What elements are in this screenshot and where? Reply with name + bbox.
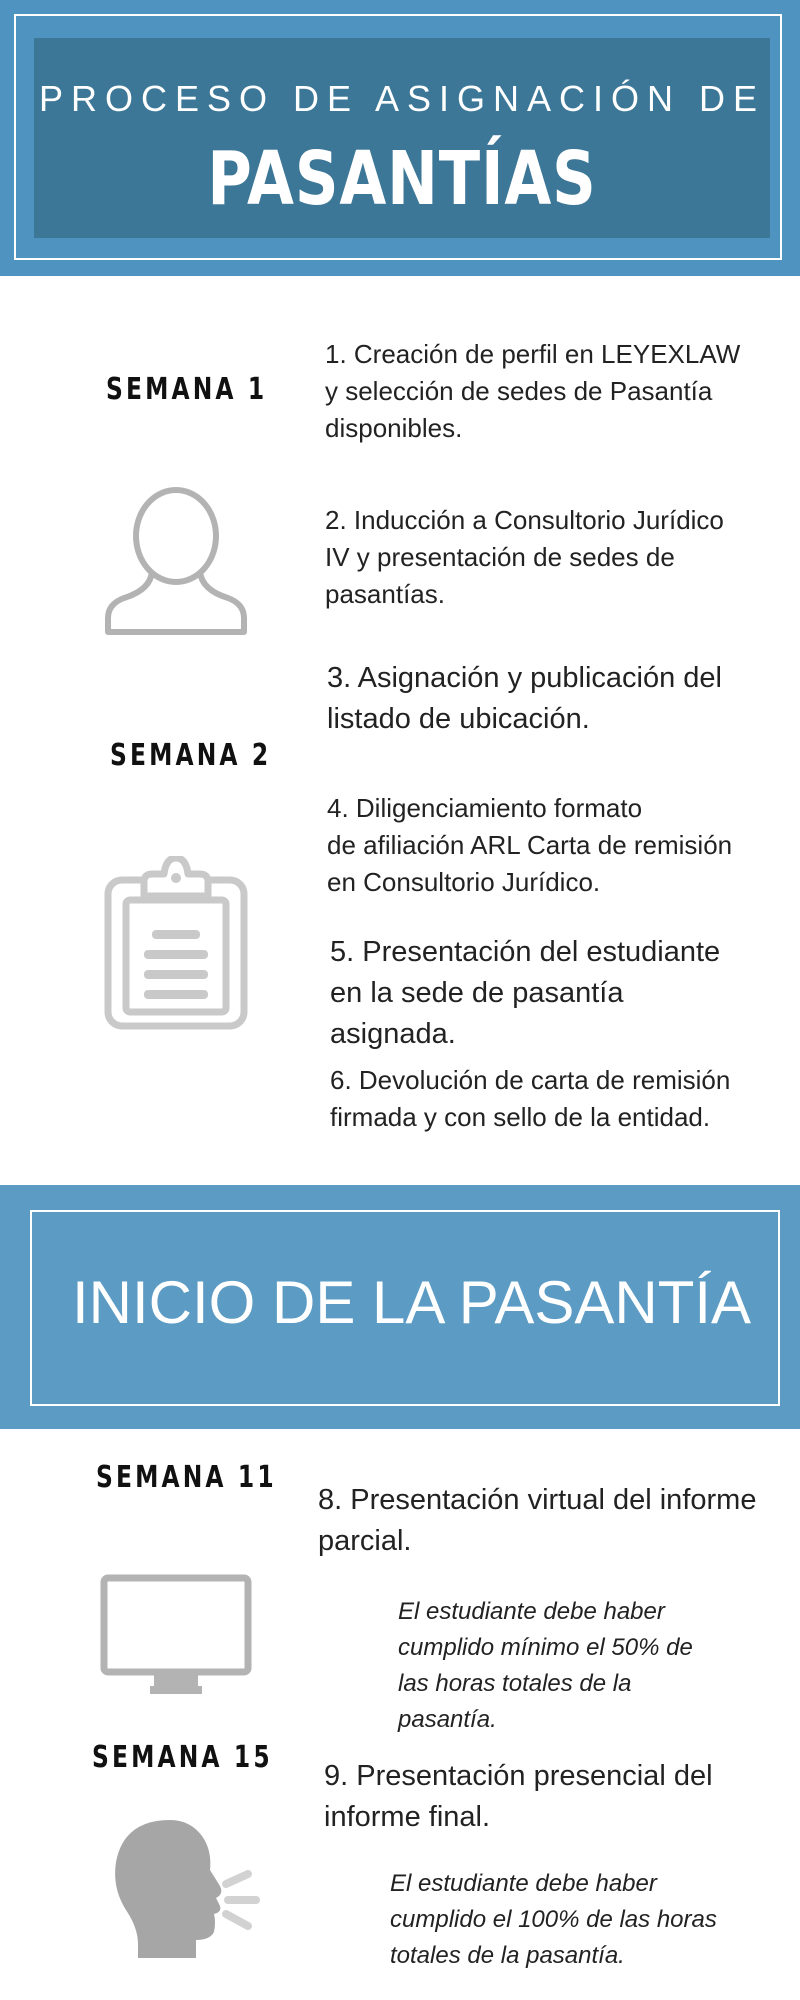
- start-banner-title: INICIO DE LA PASANTÍA: [72, 1269, 752, 1336]
- clipboard-icon: [104, 856, 248, 1030]
- week-2-label: SEMANA 2: [110, 738, 272, 773]
- step-1: 1. Creación de perfil en LEYEXLAW y selección de sedes de Pasantía disponibles.: [325, 339, 741, 443]
- week-15-label: SEMANA 15: [92, 1740, 273, 1775]
- note-partial-report: El estudiante debe haber cumplido mínimo el 50% de las horas totales de la pasantía.: [398, 1598, 693, 1733]
- step-9: 9. Presentación presencial del informe final.: [324, 1760, 713, 1834]
- step-6: 6. Devolución de carta de remisión firmada y con sello de la entidad.: [330, 1065, 731, 1132]
- week-11-label: SEMANA 11: [96, 1460, 277, 1495]
- note-final-report: El estudiante debe haber cumplido el 100% de las horas totales de la pasantía.: [390, 1870, 717, 1969]
- speaking-head-icon: [110, 1814, 260, 1962]
- week-1-label: SEMANA 1: [106, 372, 268, 407]
- step-4: 4. Diligenciamiento formato de afiliación ARL Carta de remisión en Consultorio Jurídico.: [327, 793, 733, 897]
- step-8: 8. Presentación virtual del informe parcial.: [318, 1484, 757, 1558]
- header-title: PASANTÍAS: [207, 136, 597, 222]
- header-subtitle: PROCESO DE ASIGNACIÓN DE: [38, 78, 766, 119]
- step-2: 2. Inducción a Consultorio Jurídico IV y presentación de sedes de pasantías.: [325, 505, 724, 609]
- user-icon: [104, 486, 248, 638]
- step-3: 3. Asignación y publicación del listado de ubicación.: [327, 662, 722, 736]
- step-5: 5. Presentación del estudiante en la sede de pasantía asignada.: [330, 936, 721, 1051]
- monitor-icon: [100, 1574, 252, 1696]
